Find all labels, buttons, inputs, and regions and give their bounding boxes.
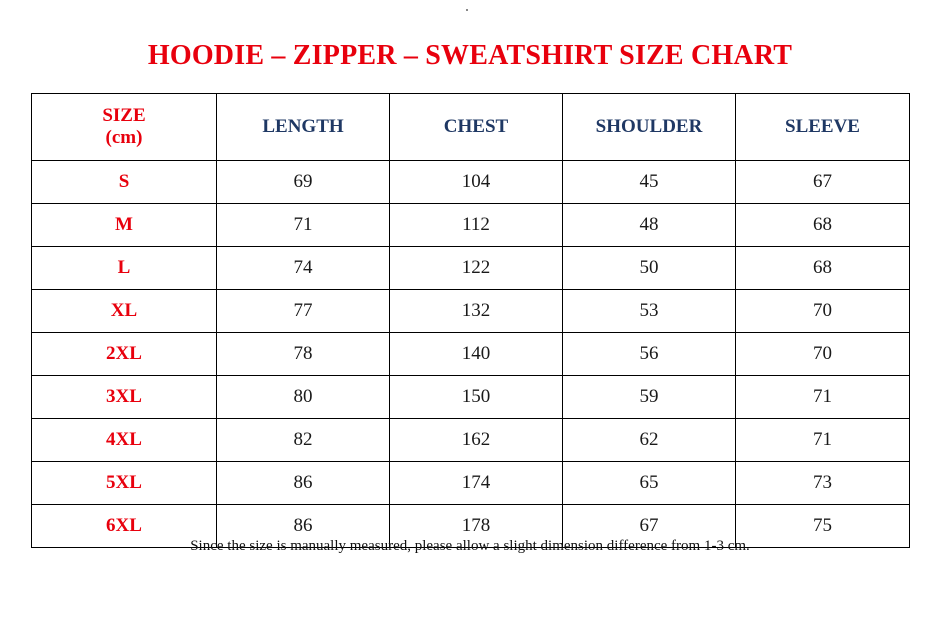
cell-sleeve: 70 [736, 290, 910, 333]
cell-chest: 104 [390, 161, 563, 204]
table-row [32, 376, 910, 419]
cell-length: 74 [217, 247, 390, 290]
cell-shoulder: 65 [563, 462, 736, 505]
size-chart-table-container [31, 93, 909, 548]
table-row [32, 462, 910, 505]
column-header-size-line2: (cm) [105, 127, 143, 148]
cell-length: 86 [217, 505, 390, 548]
table-row [32, 204, 910, 247]
cell-sleeve: 71 [736, 419, 910, 462]
cell-length: 82 [217, 419, 390, 462]
column-header-length: LENGTH [217, 94, 390, 161]
cell-chest: 132 [390, 290, 563, 333]
cell-shoulder: 62 [563, 419, 736, 462]
column-header-size [32, 94, 217, 161]
cell-sleeve: 68 [736, 247, 910, 290]
cell-size: L [32, 247, 217, 290]
cell-sleeve: 71 [736, 376, 910, 419]
cell-sleeve: 70 [736, 333, 910, 376]
column-header-sleeve: SLEEVE [736, 94, 910, 161]
table-row [32, 247, 910, 290]
stray-dot-mark [466, 9, 468, 11]
table-header [32, 94, 910, 161]
table-body [32, 161, 910, 548]
table-row [32, 161, 910, 204]
cell-length: 80 [217, 376, 390, 419]
cell-shoulder: 48 [563, 204, 736, 247]
measurement-disclaimer: Since the size is manually measured, please allow a slight dimension difference from 1-3 cm. [190, 538, 750, 554]
cell-length: 69 [217, 161, 390, 204]
cell-shoulder: 56 [563, 333, 736, 376]
cell-length: 78 [217, 333, 390, 376]
cell-chest: 178 [390, 505, 563, 548]
cell-size: XL [32, 290, 217, 333]
column-header-shoulder: SHOULDER [563, 94, 736, 161]
column-header-chest: CHEST [390, 94, 563, 161]
cell-length: 77 [217, 290, 390, 333]
cell-chest: 162 [390, 419, 563, 462]
cell-chest: 122 [390, 247, 563, 290]
cell-size: M [32, 204, 217, 247]
table-header-row [32, 94, 910, 161]
cell-chest: 112 [390, 204, 563, 247]
cell-sleeve: 75 [736, 505, 910, 548]
cell-size: 4XL [32, 419, 217, 462]
cell-size: S [32, 161, 217, 204]
cell-shoulder: 67 [563, 505, 736, 548]
page-title: HOODIE – ZIPPER – SWEATSHIRT SIZE CHART [147, 40, 793, 71]
table-row [32, 333, 910, 376]
cell-size: 2XL [32, 333, 217, 376]
cell-shoulder: 53 [563, 290, 736, 333]
cell-size: 3XL [32, 376, 217, 419]
cell-chest: 150 [390, 376, 563, 419]
cell-shoulder: 59 [563, 376, 736, 419]
column-header-size-line1: SIZE [102, 105, 146, 127]
cell-sleeve: 68 [736, 204, 910, 247]
cell-length: 86 [217, 462, 390, 505]
cell-size: 6XL [32, 505, 217, 548]
cell-chest: 140 [390, 333, 563, 376]
cell-shoulder: 45 [563, 161, 736, 204]
cell-sleeve: 67 [736, 161, 910, 204]
cell-size: 5XL [32, 462, 217, 505]
cell-sleeve: 73 [736, 462, 910, 505]
table-row [32, 419, 910, 462]
size-chart-table [31, 93, 910, 548]
cell-length: 71 [217, 204, 390, 247]
cell-chest: 174 [390, 462, 563, 505]
cell-shoulder: 50 [563, 247, 736, 290]
table-row [32, 290, 910, 333]
